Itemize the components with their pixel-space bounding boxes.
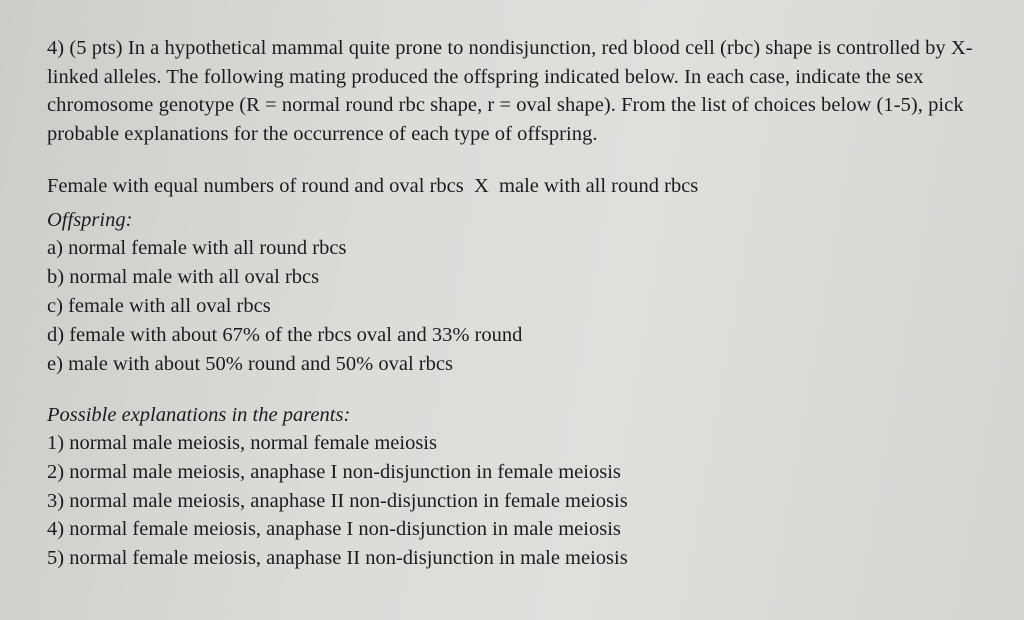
item-text: female with all oval rbcs <box>68 295 271 318</box>
item-text: normal male meiosis, anaphase I non-disjunction in female meiosis <box>69 460 621 483</box>
offspring-heading: Offspring: <box>47 209 133 232</box>
item-marker: a) <box>47 237 69 260</box>
explanations-list <box>47 429 1004 572</box>
item-marker: 3) <box>47 489 70 512</box>
item-marker: d) <box>47 324 70 347</box>
item-marker: 5) <box>47 546 70 569</box>
item-text: normal male meiosis, anaphase II non-disjunction in female meiosis <box>69 489 628 512</box>
list-item <box>47 263 1004 292</box>
list-item <box>47 515 1004 544</box>
item-marker: 4) <box>47 518 70 541</box>
item-marker: 2) <box>47 460 70 483</box>
item-marker: 1) <box>47 432 70 455</box>
list-item <box>47 234 1004 263</box>
item-text: normal male meiosis, normal female meiosis <box>69 432 437 455</box>
item-marker: b) <box>47 266 70 289</box>
list-item <box>47 487 1004 516</box>
mating-cross: Female with equal numbers of round and oval rbcs X male with all round rbcs <box>47 175 699 198</box>
list-item <box>47 350 1004 379</box>
list-item <box>47 321 1004 350</box>
item-marker: c) <box>47 295 69 318</box>
list-item <box>47 458 1004 487</box>
offspring-list <box>47 234 1004 379</box>
question-text: 4) (5 pts) In a hypothetical mammal quite prone to nondisjunction, red blood cell (rbc) shape is controlled by X-linked alleles. The following mating produced the offspring indicated below. In each case, indicate the sex chromosome genotype (R = normal round rbc shape, r = oval shape). From the list of choices below (1-5), pick probable explanations for the occurrence of each type of offspring. <box>47 37 973 145</box>
list-item <box>47 292 1004 321</box>
item-text: normal female meiosis, anaphase I non-disjunction in male meiosis <box>69 518 621 541</box>
list-item <box>47 544 1004 573</box>
item-text: normal male with all oval rbcs <box>69 266 320 289</box>
item-text: female with about 67% of the rbcs oval and 33% round <box>69 324 523 347</box>
item-text: normal female meiosis, anaphase II non-disjunction in male meiosis <box>69 546 628 569</box>
item-text: male with about 50% round and 50% oval rbcs <box>68 353 453 376</box>
list-item <box>47 429 1004 458</box>
item-text: normal female with all round rbcs <box>68 237 347 260</box>
explanations-heading: Possible explanations in the parents: <box>47 404 351 427</box>
item-marker: e) <box>47 353 69 376</box>
